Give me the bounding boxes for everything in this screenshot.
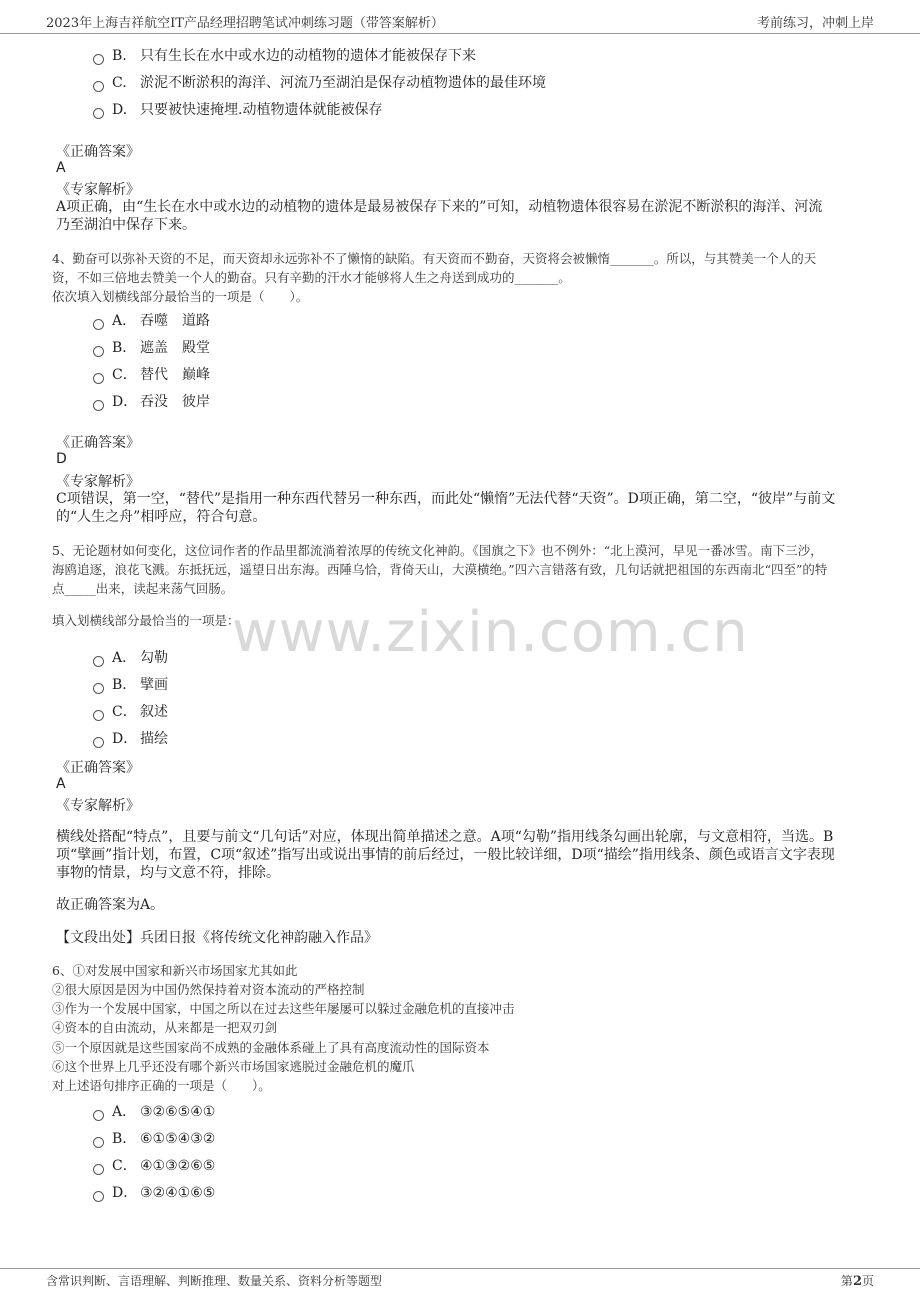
- option-text: ④①③②⑥⑤: [140, 1158, 216, 1174]
- option-letter: D.: [112, 102, 128, 118]
- page-number: [841, 1272, 874, 1289]
- radio-icon[interactable]: [93, 737, 104, 748]
- option-c[interactable]: [93, 701, 168, 721]
- question-stem-line: ②很大原因是因为中国仍然保持着对资本流动的严格控制: [52, 982, 365, 997]
- option-letter: B．: [112, 340, 137, 356]
- question-stem-line: ⑥这个世界上几乎还没有哪个新兴市场国家逃脱过金融危机的魔爪: [52, 1059, 415, 1074]
- option-word-1: 遮盖: [140, 340, 168, 356]
- radio-icon[interactable]: [93, 656, 104, 667]
- option-word-1: 吞没: [140, 394, 168, 410]
- question-stem-line: 资，不如三倍地去赞美一个人的勤奋。只有辛勤的汗水才能够将人生之舟送到成功的_______。: [52, 270, 571, 285]
- analysis-line: 乃至湖泊中保存下来。: [56, 217, 196, 233]
- radio-icon[interactable]: [93, 710, 104, 721]
- radio-icon[interactable]: [93, 1110, 104, 1121]
- analysis-label: 《专家解析》: [56, 182, 140, 198]
- radio-icon[interactable]: [93, 1164, 104, 1175]
- analysis-label: 《专家解析》: [56, 474, 140, 490]
- option-text: 叙述: [140, 704, 168, 720]
- option-text: 只有生长在水中或水边的动植物的遗体才能被保存下来: [140, 48, 476, 64]
- radio-icon[interactable]: [93, 319, 104, 330]
- analysis-line: 横线处搭配“特点”，且要与前文“几句话”对应，体现出简单描述之意。A项“勾勒”指用线条勾画出轮廓，与文意相符，当选。B: [56, 829, 834, 845]
- question-stem-line: 6、①对发展中国家和新兴市场国家尤其如此: [52, 963, 298, 978]
- option-d[interactable]: [93, 728, 168, 748]
- source-citation: 【文段出处】兵团日报《将传统文化神韵融入作品》: [56, 930, 378, 946]
- question-stem-line: ③作为一个发展中国家，中国之所以在过去这些年屡屡可以躲过金融危机的直接冲击: [52, 1001, 515, 1016]
- option-c[interactable]: [93, 72, 546, 92]
- analysis-line: 项“擘画”指计划，布置，C项“叙述”指写出或说出事情的前后经过，一般比较详细，D项“描绘”指用线条、颜色或语言文字表现: [56, 847, 835, 863]
- option-letter: A．: [112, 650, 137, 666]
- page-footer: [0, 1268, 920, 1302]
- footer-topics: 含常识判断、言语理解、判断推理、数量关系、资料分析等题型: [46, 1274, 383, 1288]
- question-stem-line: ⑤一个原因就是这些国家尚不成熟的金融体系碰上了具有高度流动性的国际资本: [52, 1040, 490, 1055]
- option-letter: A．: [112, 313, 137, 329]
- option-b[interactable]: [93, 1128, 215, 1148]
- analysis-line: C项错误，第一空，“替代”是指用一种东西代替另一种东西，而此处“懒惰”无法代替“天资”。D项正确，第二空，“彼岸”与前文: [56, 491, 836, 507]
- answer-value: A: [56, 160, 66, 176]
- option-d[interactable]: [93, 1182, 215, 1202]
- question-stem-line: 4、勤奋可以弥补天资的不足，而天资却永远弥补不了懒惰的缺陷。有天资而不勤奋，天资将会被懒惰_______。所以，与其赞美一个人的天: [52, 251, 817, 266]
- option-b[interactable]: [93, 45, 476, 65]
- answer-label: 《正确答案》: [56, 435, 140, 451]
- option-d[interactable]: [93, 391, 210, 411]
- option-a[interactable]: [93, 1101, 215, 1121]
- option-word-1: 吞噬: [140, 313, 168, 329]
- option-word-2: 巅峰: [182, 367, 210, 383]
- option-word-2: 殿堂: [182, 340, 210, 356]
- radio-icon[interactable]: [93, 81, 104, 92]
- option-letter: C．: [112, 704, 137, 720]
- option-letter: B．: [112, 1131, 137, 1147]
- radio-icon[interactable]: [93, 346, 104, 357]
- radio-icon[interactable]: [93, 400, 104, 411]
- analysis-line: 的“人生之舟”相呼应，符合句意。: [56, 509, 267, 525]
- option-letter: C．: [112, 367, 137, 383]
- radio-icon[interactable]: [93, 1191, 104, 1202]
- option-text: 只要被快速掩埋.动植物遗体就能被保存: [140, 102, 383, 118]
- page-suffix: 页: [861, 1274, 874, 1288]
- answer-value: A: [56, 776, 66, 792]
- page-num: 2: [852, 1274, 862, 1289]
- option-letter: C．: [112, 1158, 137, 1174]
- option-d[interactable]: [93, 99, 382, 119]
- question-stem-line: 点_____出来，读起来荡气回肠。: [52, 581, 234, 596]
- watermark: www.zixin.com.cn: [232, 600, 749, 665]
- option-letter: C.: [112, 75, 127, 91]
- option-text: 淤泥不断淤积的海洋、河流乃至湖泊是保存动植物遗体的最佳环境: [140, 75, 546, 91]
- answer-label: 《正确答案》: [56, 144, 140, 160]
- radio-icon[interactable]: [93, 54, 104, 65]
- option-text: ③②④①⑥⑤: [140, 1185, 216, 1201]
- analysis-label: 《专家解析》: [56, 798, 140, 814]
- question-stem-line: 5、无论题材如何变化，这位词作者的作品里都流淌着浓厚的传统文化神韵。《国旗之下》也不例外：“北上漠河，早见一番冰雪。南下三沙，: [52, 543, 823, 558]
- radio-icon[interactable]: [93, 108, 104, 119]
- radio-icon[interactable]: [93, 373, 104, 384]
- option-letter: A．: [112, 1104, 137, 1120]
- option-c[interactable]: [93, 1155, 215, 1175]
- question-prompt: 对上述语句排序正确的一项是（ ）。: [52, 1078, 271, 1093]
- option-b[interactable]: [93, 674, 168, 694]
- option-a[interactable]: [93, 310, 210, 330]
- header-slogan: 考前练习，冲刺上岸: [756, 16, 874, 31]
- conclusion: 故正确答案为A。: [56, 897, 165, 913]
- option-c[interactable]: [93, 364, 210, 384]
- radio-icon[interactable]: [93, 1137, 104, 1148]
- option-letter: B.: [112, 48, 127, 64]
- option-text: 擘画: [140, 677, 168, 693]
- option-text: 描绘: [140, 731, 168, 747]
- option-text: ⑥①⑤④③②: [140, 1131, 216, 1147]
- page-prefix: 第: [840, 1274, 853, 1288]
- option-text: ③②⑥⑤④①: [140, 1104, 216, 1120]
- option-word-2: 道路: [182, 313, 210, 329]
- question-stem-line: ④资本的自由流动，从来都是一把双刃剑: [52, 1020, 278, 1035]
- option-word-1: 替代: [140, 367, 168, 383]
- answer-value: D: [56, 451, 67, 467]
- radio-icon[interactable]: [93, 683, 104, 694]
- analysis-line: 事物的情景，均与文意不符，排除。: [56, 865, 280, 881]
- option-letter: D．: [112, 731, 138, 747]
- option-letter: D．: [112, 394, 138, 410]
- option-word-2: 彼岸: [182, 394, 210, 410]
- page-header: [0, 0, 920, 34]
- option-letter: B.: [112, 677, 127, 693]
- document-title: 2023年上海吉祥航空IT产品经理招聘笔试冲刺练习题（带答案解析）: [46, 16, 444, 31]
- question-prompt: 依次填入划横线部分最恰当的一项是（ ）。: [52, 289, 309, 304]
- option-a[interactable]: [93, 647, 168, 667]
- question-prompt: 填入划横线部分最恰当的一项是：: [52, 613, 240, 628]
- option-text: 勾勒: [140, 650, 168, 666]
- answer-label: 《正确答案》: [56, 760, 140, 776]
- option-b[interactable]: [93, 337, 210, 357]
- option-letter: D．: [112, 1185, 138, 1201]
- analysis-line: A项正确，由“生长在水中或水边的动植物的遗体是最易被保存下来的”可知，动植物遗体很容易在淤泥不断淤积的海洋、河流: [56, 199, 823, 215]
- question-stem-line: 海鸥追逐，浪花飞溅。东抵抚远，遥望日出东海。西陲乌恰，背倚天山，大漠横绝。”四六言错落有致，几句话就把祖国的东西南北“四至”的特: [52, 562, 828, 577]
